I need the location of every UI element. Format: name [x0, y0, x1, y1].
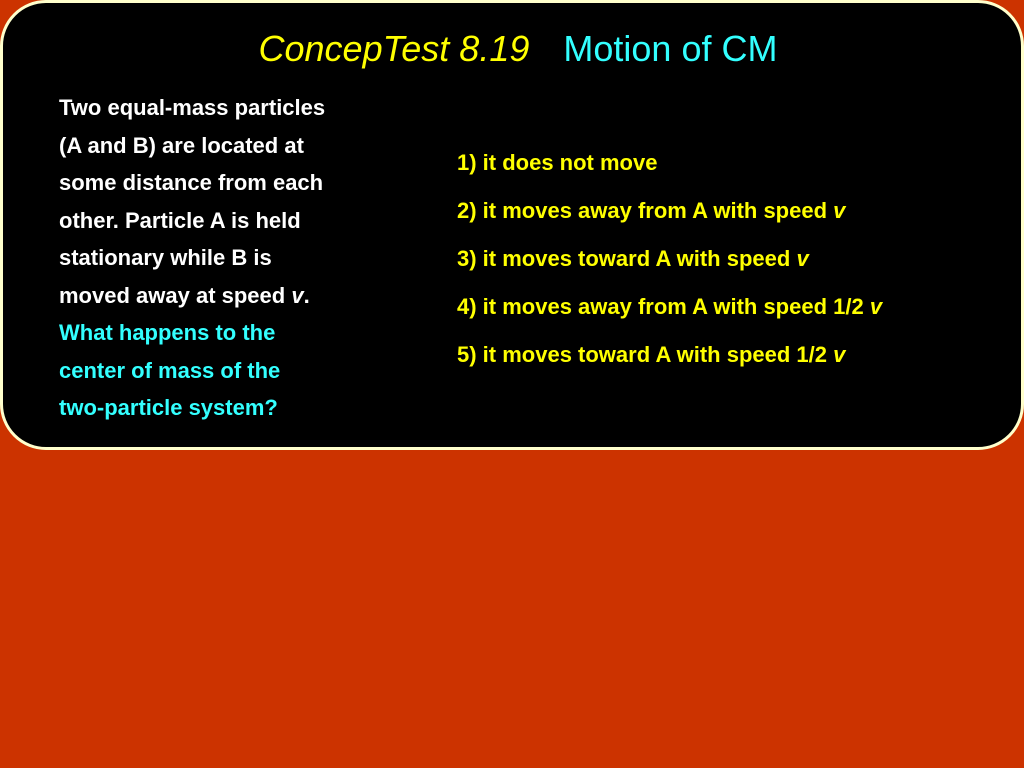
question-block [59, 89, 429, 427]
answer-variable: v [796, 246, 809, 271]
question-line: Two equal-mass particles [59, 95, 326, 120]
answer-option-1[interactable] [457, 139, 882, 187]
answer-option-4[interactable] [457, 283, 882, 331]
question-line: stationary while B is [59, 245, 272, 270]
answer-variable: v [869, 294, 883, 319]
answer-text: 5) it moves toward A with speed 1/2 [457, 342, 834, 367]
title-topic: Motion of CM [563, 28, 778, 69]
question-line: other. Particle A is held [59, 207, 301, 233]
answer-variable: v [833, 198, 846, 223]
answer-list [457, 139, 882, 379]
question-prompt-line: center of mass of the [59, 357, 281, 383]
answer-variable: v [833, 342, 846, 367]
question-line-text: moved away at speed [59, 282, 292, 308]
speed-variable: v [291, 282, 304, 308]
answer-text: 3) it moves toward A with speed [457, 246, 797, 271]
slide-title [3, 27, 1024, 71]
answer-text: 2) it moves away from A with speed [457, 198, 834, 223]
answer-option-3[interactable] [457, 235, 882, 283]
answer-option-5[interactable] [457, 331, 882, 379]
question-line: some distance from each [59, 170, 324, 195]
question-line-end: . [303, 282, 310, 308]
question-prompt-line: two-particle system? [59, 395, 278, 420]
title-number: ConcepTest 8.19 [258, 28, 530, 69]
question-line-speed [59, 277, 429, 315]
answer-text: 4) it moves away from A with speed 1/2 [457, 294, 870, 319]
answer-text: 1) it does not move [457, 150, 658, 175]
answer-option-2[interactable] [457, 187, 882, 235]
question-prompt-line: What happens to the [59, 320, 276, 345]
question-line: (A and B) are located at [59, 132, 304, 158]
